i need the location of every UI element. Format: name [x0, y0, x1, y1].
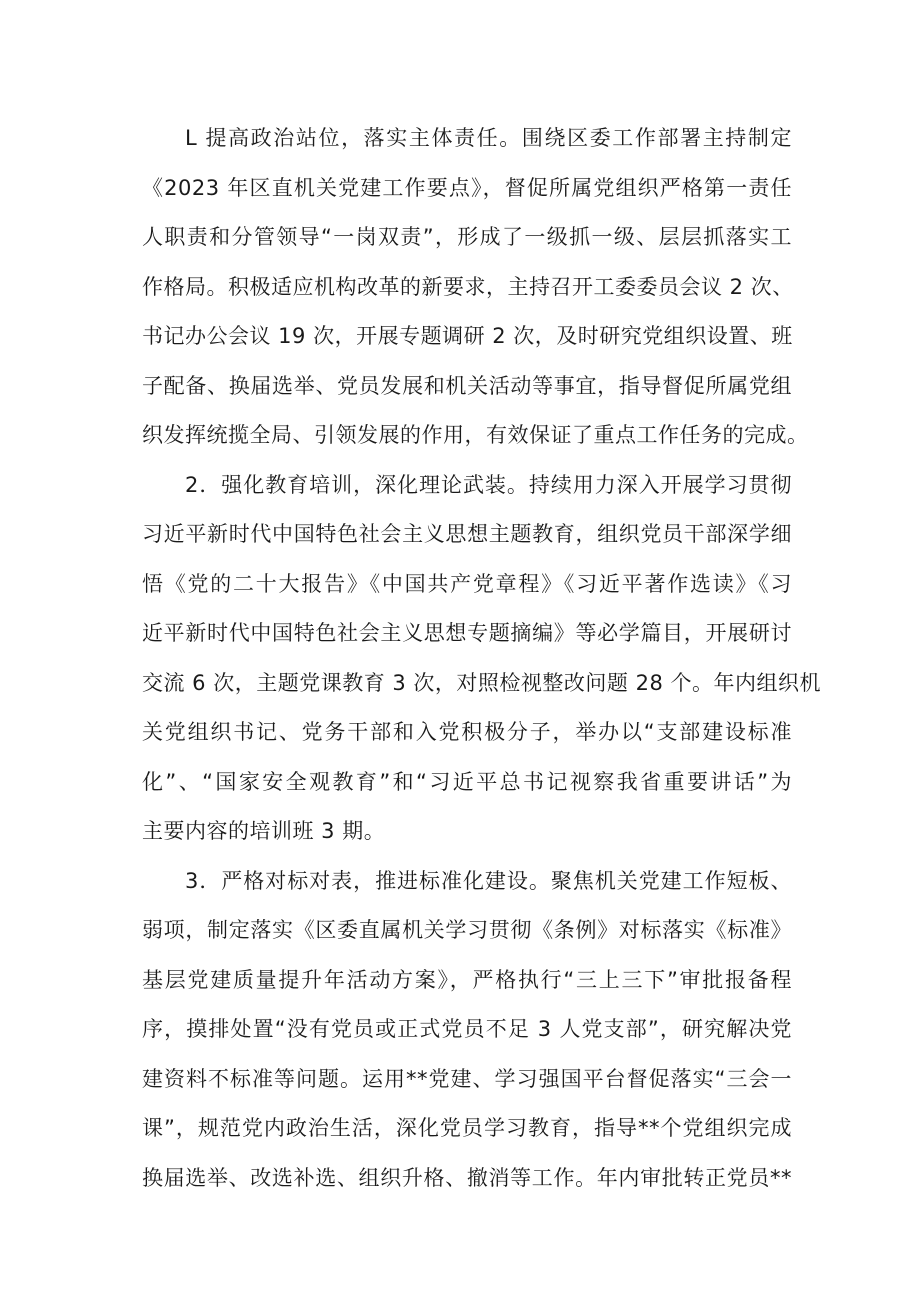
- paragraph-1-line-3: 人职责和分管领导“一岗双责”，形成了一级抓一级、层层抓落实工: [142, 225, 792, 249]
- paragraph-1-line-6: 子配备、换届选举、党员发展和机关活动等事宜，指导督促所属党组: [142, 374, 792, 398]
- paragraph-2-line-5: 交流 6 次，主题党课教育 3 次，对照检视整改问题 28 个。年内组织机: [142, 671, 821, 695]
- paragraph-1-line-4: 作格局。积极适应机构改革的新要求，主持召开工委委员会议 2 次、: [142, 275, 794, 299]
- paragraph-3-line-1: 3．严格对标对表，推进标准化建设。聚焦机关党建工作短板、: [185, 869, 792, 893]
- paragraph-3-line-6: 课”，规范党内政治生活，深化党员学习教育，指导**个党组织完成: [142, 1116, 792, 1140]
- paragraph-3-line-7: 换届选举、改选补选、组织升格、撤消等工作。年内审批转正党员**: [142, 1166, 792, 1190]
- paragraph-2-line-7: 化”、“国家安全观教育”和“习近平总书记视察我省重要讲话”为: [142, 770, 792, 794]
- paragraph-2-line-3: 悟《党的二十大报告》《中国共产党章程》《习近平著作选读》《习: [142, 572, 792, 596]
- paragraph-1-line-2: 《2023 年区直机关党建工作要点》，督促所属党组织严格第一责任: [142, 176, 792, 200]
- paragraph-3-line-3: 基层党建质量提升年活动方案》，严格执行“三上三下”审批报备程: [142, 968, 792, 992]
- paragraph-2-line-2: 习近平新时代中国特色社会主义思想主题教育，组织党员干部深学细: [142, 522, 792, 546]
- paragraph-1-line-5: 书记办公会议 19 次，开展专题调研 2 次，及时研究党组织设置、班: [142, 324, 793, 348]
- paragraph-2-line-1: 2．强化教育培训，深化理论武装。持续用力深入开展学习贯彻: [185, 473, 792, 497]
- paragraph-3-line-4: 序，摸排处置“没有党员或正式党员不足 3 人党支部”，研究解决党: [142, 1017, 792, 1041]
- paragraph-2-line-8: 主要内容的培训班 3 期。: [142, 819, 386, 843]
- paragraph-3-line-5: 建资料不标准等问题。运用**党建、学习强国平台督促落实“三会一: [142, 1067, 792, 1091]
- paragraph-2-line-4: 近平新时代中国特色社会主义思想专题摘编》等必学篇目，开展研讨: [142, 621, 792, 645]
- paragraph-1-line-7: 织发挥统揽全局、引领发展的作用，有效保证了重点工作任务的完成。: [142, 423, 809, 447]
- paragraph-1-line-1: L 提高政治站位，落实主体责任。围绕区委工作部署主持制定: [185, 126, 792, 150]
- paragraph-3-line-2: 弱项，制定落实《区委直属机关学习贯彻《条例》对标落实《标准》: [142, 918, 792, 942]
- paragraph-2-line-6: 关党组织书记、党务干部和入党积极分子，举办以“支部建设标准: [142, 720, 792, 744]
